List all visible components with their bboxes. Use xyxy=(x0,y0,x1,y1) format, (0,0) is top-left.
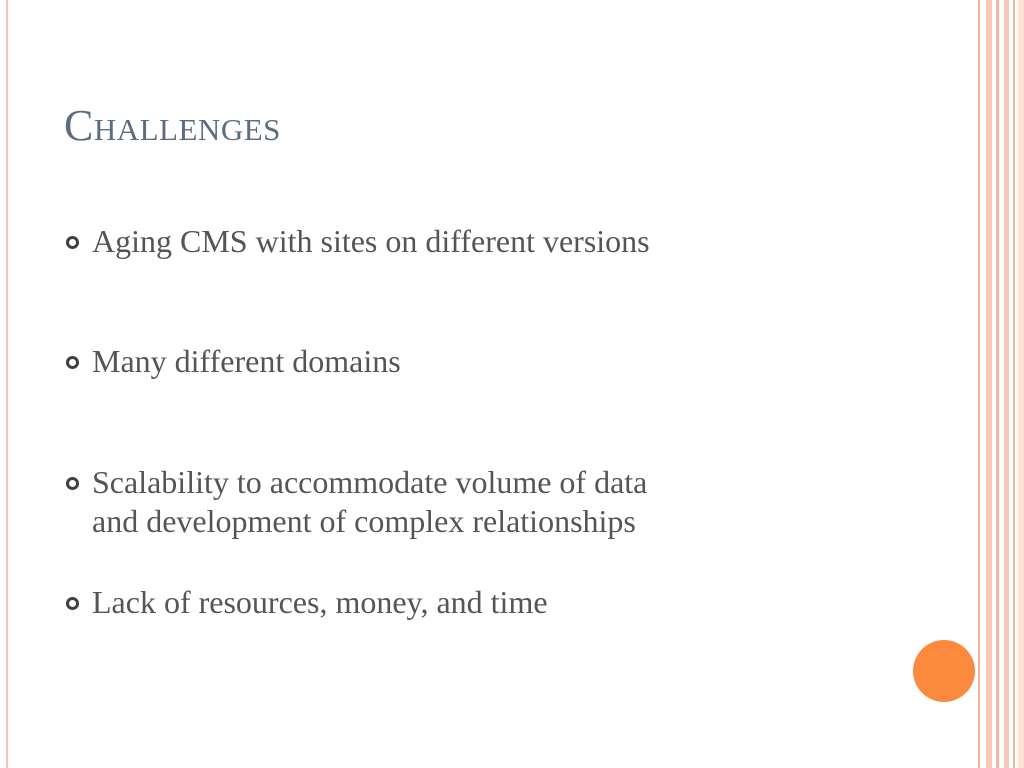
bullet-text: Many different domains xyxy=(92,343,401,379)
right-decor-stripe xyxy=(1004,0,1009,768)
bullet-item xyxy=(64,222,924,261)
bullet-ring-icon xyxy=(64,463,92,499)
bullet-item xyxy=(64,463,924,541)
bullet-text: Lack of resources, money, and time xyxy=(92,584,548,620)
right-decor-stripe xyxy=(996,0,999,768)
bullet-ring-icon xyxy=(64,342,92,378)
bullet-item xyxy=(64,342,924,381)
right-decor-stripe xyxy=(986,0,992,768)
bullet-ring-icon xyxy=(64,222,92,258)
orange-circle-decoration xyxy=(913,640,975,702)
bullet-text: Scalability to accommodate volume of data and development of complex relationships xyxy=(92,464,648,539)
right-decor-stripe xyxy=(1013,0,1015,768)
slide-title: Challenges xyxy=(64,101,281,150)
bullet-item xyxy=(64,583,924,622)
bullet-ring-icon xyxy=(64,583,92,619)
bullet-text: Aging CMS with sites on different versions xyxy=(92,223,650,259)
left-border-rule xyxy=(6,0,8,768)
right-decor-stripe xyxy=(1018,0,1024,768)
right-decor-stripe xyxy=(978,0,980,768)
